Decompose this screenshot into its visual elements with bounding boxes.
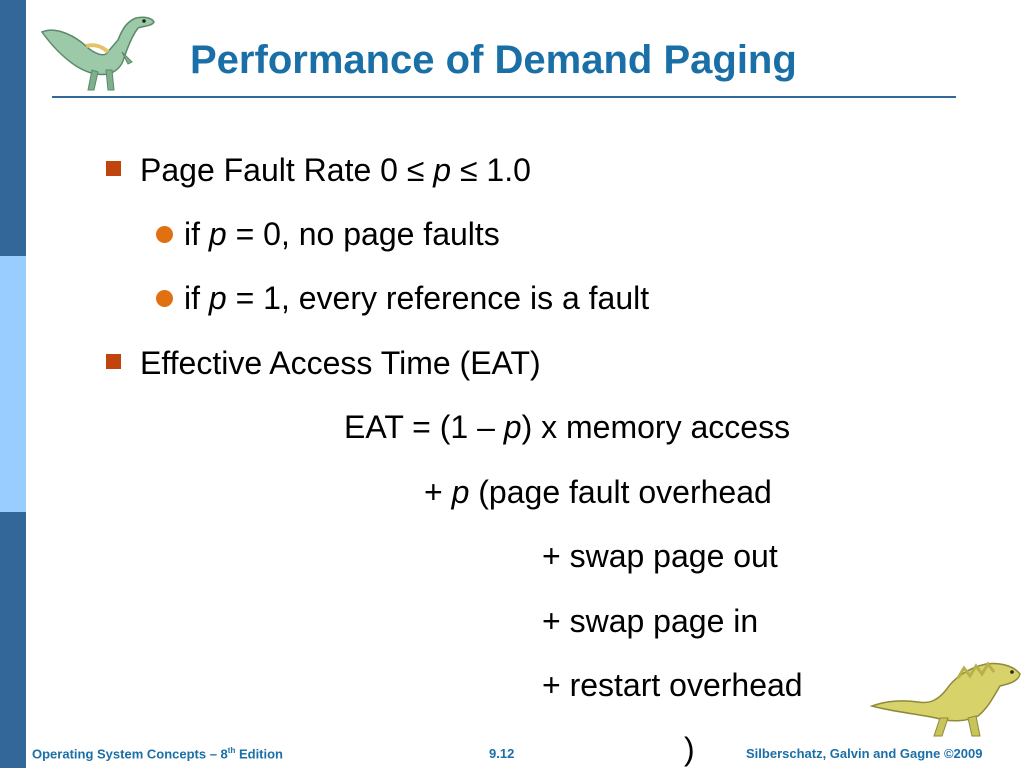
variable-p: p bbox=[503, 409, 522, 445]
footer-authors: Silberschatz, Galvin and Gagne ©2009 bbox=[746, 746, 983, 761]
footer-superscript: th bbox=[227, 746, 236, 755]
formula-line-1 bbox=[344, 409, 790, 445]
formula-line-5: + restart overhead bbox=[542, 667, 803, 703]
bullet-text: Page Fault Rate 0 bbox=[140, 152, 407, 188]
bullet-text: 1.0 bbox=[477, 152, 531, 188]
formula-text: + bbox=[424, 474, 452, 510]
left-sidebar bbox=[0, 0, 26, 768]
slide-title: Performance of Demand Paging bbox=[190, 38, 797, 82]
footer-text: Operating System Concepts – 8 bbox=[32, 746, 228, 762]
leq-symbol: ≤ bbox=[406, 152, 425, 188]
formula-text: ) x memory access bbox=[521, 409, 791, 445]
bullet-text: = 1, every reference is a fault bbox=[226, 280, 650, 316]
formula-line-4: + swap page in bbox=[542, 603, 759, 639]
round-bullet-icon bbox=[156, 290, 173, 307]
round-bullet-icon bbox=[156, 226, 173, 243]
bullet-text: if bbox=[184, 280, 209, 316]
sub-bullet-p-zero bbox=[184, 216, 500, 252]
bullet-text: = 0, no page faults bbox=[226, 216, 500, 252]
footer-book-title bbox=[32, 746, 283, 761]
leq-symbol: ≤ bbox=[459, 152, 478, 188]
sub-bullet-p-one bbox=[184, 280, 649, 316]
dinosaur-bottom-icon bbox=[868, 656, 1024, 740]
formula-text: EAT = (1 – bbox=[344, 409, 504, 445]
sidebar-band-top bbox=[0, 0, 26, 256]
dinosaur-top-icon bbox=[36, 6, 160, 94]
formula-line-2 bbox=[424, 474, 772, 510]
variable-p: p bbox=[208, 216, 227, 252]
footer-slide-number: 9.12 bbox=[489, 746, 515, 761]
bullet-page-fault-rate bbox=[140, 152, 531, 188]
footer-text: Edition bbox=[235, 746, 284, 762]
sidebar-band-bottom bbox=[0, 512, 26, 768]
formula-line-6: ) bbox=[684, 731, 695, 767]
variable-p: p bbox=[451, 474, 470, 510]
variable-p: p bbox=[208, 280, 227, 316]
bullet-eat: Effective Access Time (EAT) bbox=[140, 345, 541, 381]
sidebar-band-middle bbox=[0, 256, 26, 512]
bullet-text: if bbox=[184, 216, 209, 252]
formula-line-3: + swap page out bbox=[542, 538, 778, 574]
title-divider bbox=[52, 96, 956, 98]
formula-text: (page fault overhead bbox=[469, 474, 772, 510]
square-bullet-icon bbox=[106, 354, 121, 369]
square-bullet-icon bbox=[106, 161, 121, 176]
variable-p: p bbox=[433, 152, 452, 188]
